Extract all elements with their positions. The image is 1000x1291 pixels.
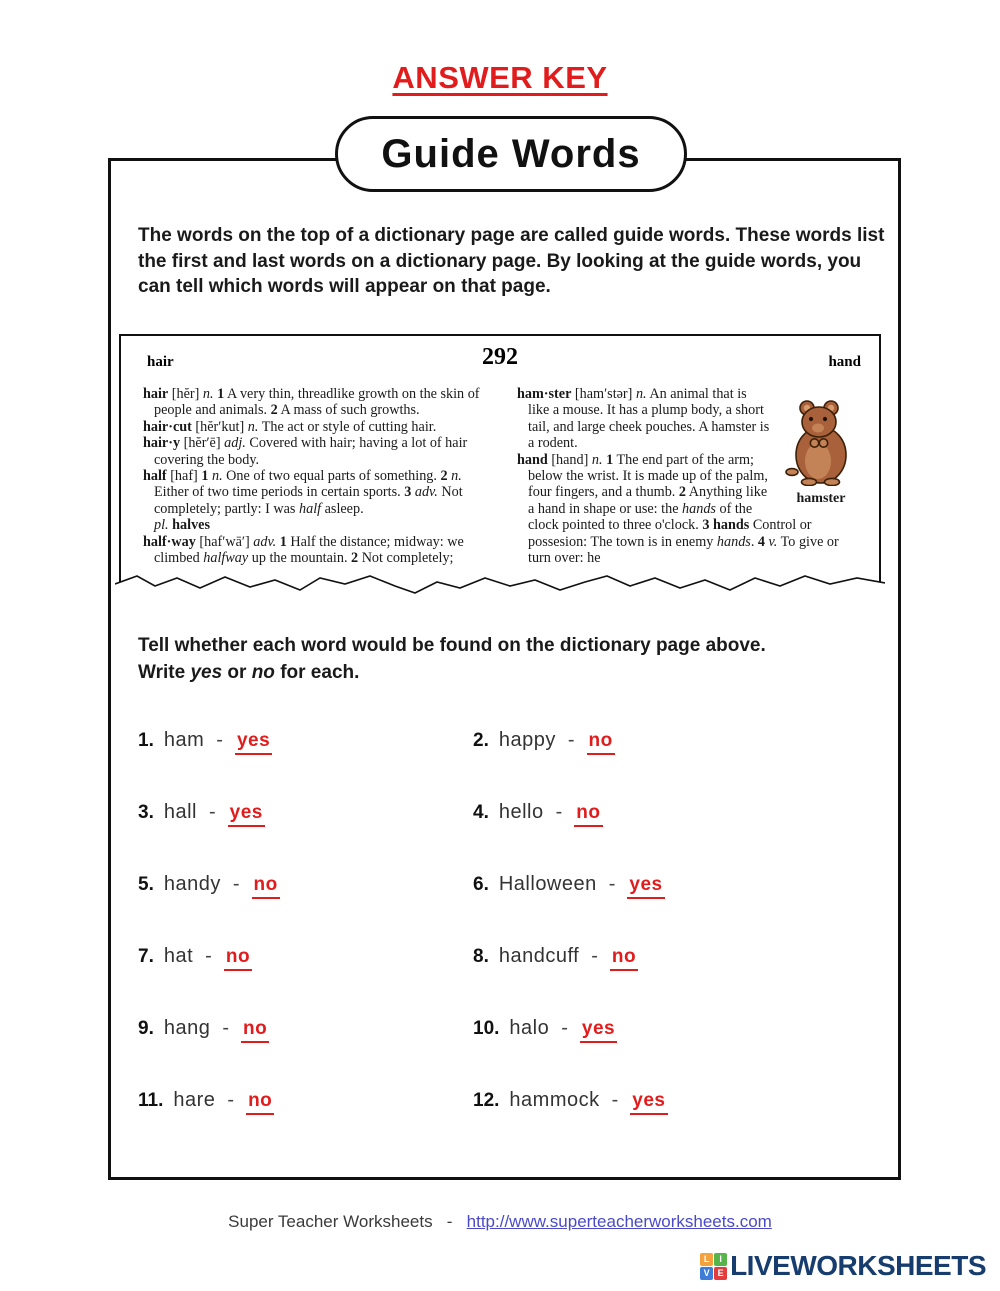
question-dash: - xyxy=(222,1017,230,1039)
question-word: handcuff xyxy=(498,945,580,967)
question-answer: no xyxy=(252,874,280,899)
question-item xyxy=(473,873,878,945)
answer-key-heading: ANSWER KEY xyxy=(392,60,608,95)
dictionary-entry: hair·cut [hĕr′kut] n. The act or style of cutting hair. xyxy=(143,418,437,435)
question-dash: - xyxy=(567,729,575,751)
footer-separator: - xyxy=(446,1212,453,1231)
question-number: 9. xyxy=(138,1018,154,1039)
question-dash: - xyxy=(591,945,598,967)
question-answer: yes xyxy=(630,1090,667,1115)
question-answer: no xyxy=(246,1090,274,1115)
question-number: 4. xyxy=(473,802,489,823)
question-item xyxy=(473,1089,878,1161)
dictionary-entry: hair·y [hĕr′ē] adj. Covered with hair; having a lot of hair covering the body. xyxy=(143,435,468,468)
question-number: 8. xyxy=(473,946,489,967)
intro-paragraph: The words on the top of a dictionary page are called guide words. These words list the first and last words on a dictionary page. By looking at the guide words, you can tell which words will appear on that page. xyxy=(138,225,885,298)
question-item xyxy=(138,873,473,945)
question-number: 3. xyxy=(138,802,154,823)
question-word: hat xyxy=(163,945,194,967)
hamster-figure xyxy=(777,398,865,508)
question-dash: - xyxy=(608,873,616,895)
question-answer: no xyxy=(574,802,602,827)
question-word: halo xyxy=(509,1017,550,1039)
footer-link[interactable]: http://www.superteacherworksheets.com xyxy=(466,1212,772,1231)
dictionary-header xyxy=(121,336,879,382)
question-word: hammock xyxy=(509,1089,600,1111)
question-dash: - xyxy=(561,1017,568,1039)
footer xyxy=(0,1212,1000,1232)
question-answer: yes xyxy=(228,802,265,827)
dictionary-entry: ham·ster [ham′stər] n. An animal that is like a mouse. It has a plump body, a short tail, and large cheek pouches. A hamster is a rodent. xyxy=(517,386,770,452)
question-word: hello xyxy=(498,801,544,823)
question-dash: - xyxy=(611,1089,619,1111)
question-answer: yes xyxy=(627,874,664,899)
question-dash: - xyxy=(205,945,212,967)
worksheet-title: Guide Words xyxy=(381,131,641,176)
dictionary-right-column xyxy=(517,386,865,566)
question-number: 7. xyxy=(138,946,154,967)
worksheet-title-pill xyxy=(335,116,687,192)
dictionary-entry: hand [hand] n. 1 The end part of the arm; below the wrist. It is made up of the palm, four fingers, and a thumb. 2 Anything like a hand in shape or use: the hands of the clock pointed to three o'clock. 3 hands Control or possesion: The town is in enemy hands. 4 v. To give or turn over: he xyxy=(517,451,839,567)
question-item xyxy=(473,1017,878,1089)
question-number: 10. xyxy=(473,1018,500,1039)
question-number: 1. xyxy=(138,730,154,751)
instructions xyxy=(138,633,886,686)
question-word: hang xyxy=(163,1017,211,1039)
liveworksheets-logo-text: LIVEWORKSHEETS xyxy=(730,1250,986,1281)
question-dash: - xyxy=(209,801,216,823)
question-item xyxy=(138,1089,473,1161)
question-item xyxy=(138,729,473,801)
question-word: happy xyxy=(498,729,556,751)
question-answer: no xyxy=(610,946,638,971)
liveworksheets-logo-icon xyxy=(700,1253,727,1280)
question-number: 5. xyxy=(138,874,154,895)
question-item xyxy=(138,1017,473,1089)
question-answer: no xyxy=(587,730,615,755)
question-answer: no xyxy=(241,1018,269,1043)
question-item xyxy=(473,945,878,1017)
hamster-caption: hamster xyxy=(796,491,846,507)
question-dash: - xyxy=(216,729,223,751)
question-number: 11. xyxy=(138,1090,164,1111)
dictionary-left-column xyxy=(143,386,491,566)
question-word: hall xyxy=(163,801,197,823)
dictionary-page-number: 292 xyxy=(482,344,518,370)
question-item xyxy=(138,801,473,873)
footer-site-name: Super Teacher Worksheets xyxy=(228,1212,433,1231)
question-answer: yes xyxy=(580,1018,617,1043)
logo-square-e: E xyxy=(714,1267,727,1280)
question-item xyxy=(473,801,878,873)
dictionary-entry: pl. halves xyxy=(154,517,210,534)
liveworksheets-logo[interactable] xyxy=(700,1250,986,1282)
instructions-line2: Write yes or no for each. xyxy=(138,661,360,683)
question-answer: no xyxy=(224,946,252,971)
question-item xyxy=(473,729,878,801)
logo-square-i: I xyxy=(714,1253,727,1266)
torn-paper-edge xyxy=(115,568,885,604)
dictionary-columns xyxy=(121,382,879,566)
worksheet-main-box xyxy=(108,158,901,1180)
dictionary-entry: half·way [haf′wā′] adv. 1 Half the distance; midway: we climbed halfway up the mountain. 2 Not completely; xyxy=(143,533,464,567)
logo-square-v: V xyxy=(700,1267,713,1280)
question-dash: - xyxy=(227,1089,235,1111)
question-word: hare xyxy=(173,1089,216,1111)
logo-square-l: L xyxy=(700,1253,713,1266)
question-item xyxy=(138,945,473,1017)
questions-grid xyxy=(138,729,878,1161)
guide-word-left: hair xyxy=(147,354,174,370)
dictionary-entry: hair [hĕr] n. 1 A very thin, threadlike growth on the skin of people and animals. 2 A mass of such growths. xyxy=(143,386,480,419)
question-dash: - xyxy=(555,801,563,823)
question-number: 2. xyxy=(473,730,489,751)
question-word: ham xyxy=(163,729,205,751)
question-number: 6. xyxy=(473,874,489,895)
question-word: Halloween xyxy=(498,873,597,895)
dictionary-entry: half [haf] 1 n. One of two equal parts of something. 2 n. Either of two time periods in certain sports. 3 adv. Not completely; partly: I was half asleep. xyxy=(143,468,463,517)
question-answer: yes xyxy=(235,730,272,755)
question-number: 12. xyxy=(473,1090,500,1111)
question-word: handy xyxy=(163,873,221,895)
guide-word-right: hand xyxy=(828,354,861,370)
hamster-image xyxy=(778,398,864,486)
dictionary-excerpt xyxy=(119,334,881,598)
instructions-line1: Tell whether each word would be found on the dictionary page above. xyxy=(138,635,766,656)
question-dash: - xyxy=(232,873,240,895)
